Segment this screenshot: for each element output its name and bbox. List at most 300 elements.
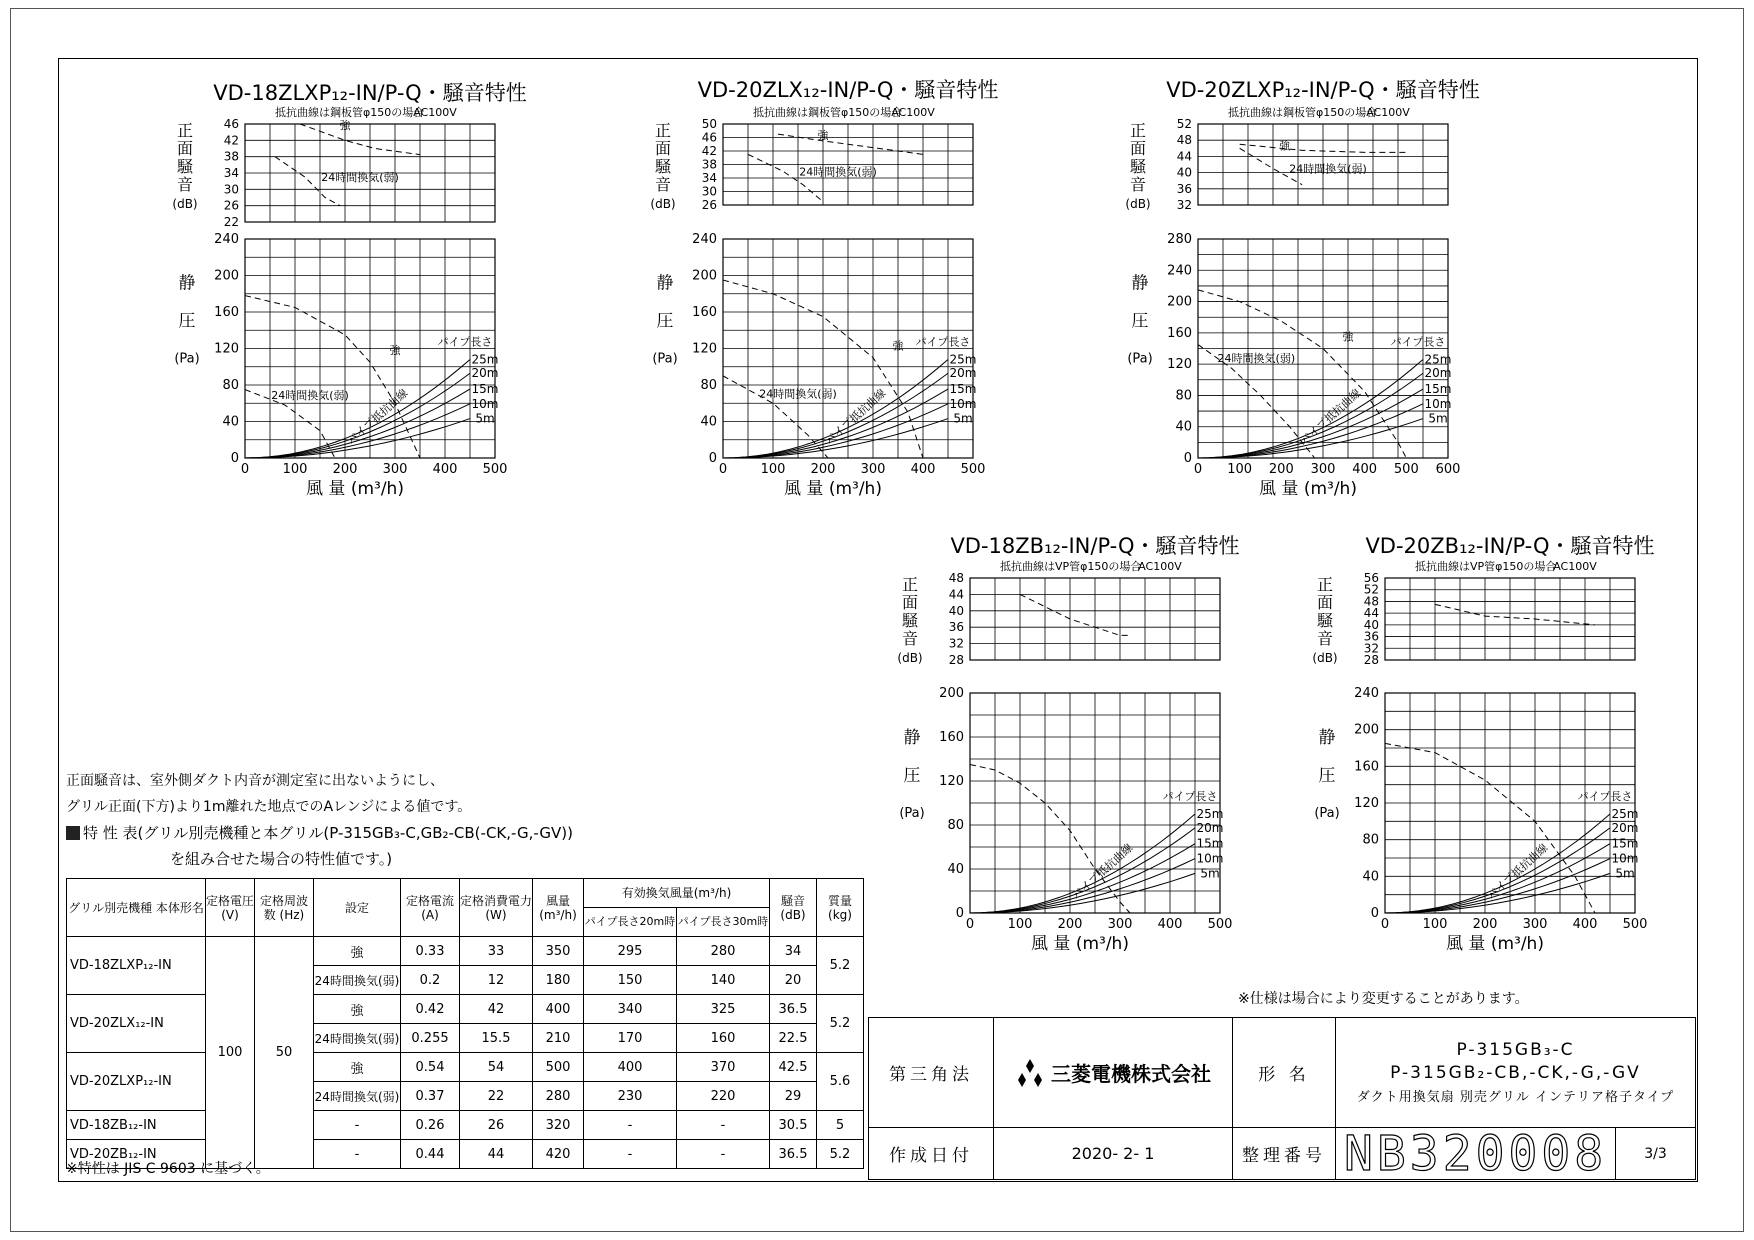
pipe-length-title: パイプ長さ (1577, 790, 1633, 803)
cell-current: 0.255 (401, 1024, 460, 1053)
x-tick-label: 400 (1572, 917, 1598, 932)
pressure-tick-label: 0 (1183, 451, 1192, 466)
pressure-ylabel-char: 圧 (1131, 311, 1149, 332)
x-tick-label: 200 (332, 462, 358, 477)
th-setting: 設定 (314, 879, 401, 937)
pressure-ylabel-char: 静 (1318, 728, 1336, 748)
noise-ylabel-char: 正 (901, 575, 919, 594)
x-tick-label: 400 (1352, 462, 1378, 477)
noise-tick-label: 26 (701, 198, 717, 212)
cell-mass: 5.6 (817, 1053, 864, 1111)
cell-eff30: 280 (677, 937, 770, 966)
pressure-tick-label: 200 (692, 268, 717, 284)
noise-ylabel-char: 面 (654, 139, 672, 158)
pressure-tick-label: 40 (222, 414, 239, 430)
cell-eff20: 295 (584, 937, 677, 966)
pipe-length-label: 15m (1611, 836, 1639, 851)
cell-mass: 5 (817, 1111, 864, 1140)
cell-eff20: 340 (584, 995, 677, 1024)
tb-date-cell (993, 1127, 1233, 1180)
pressure-ylabel-char: 圧 (903, 766, 921, 786)
x-tick-label: 200 (1057, 917, 1083, 932)
cell-power: 15.5 (460, 1024, 533, 1053)
table-row (67, 1053, 864, 1082)
spec-footnote: ※特性は JIS C 9603 に基づく。 (66, 1161, 270, 1177)
table-heading-2: を組み合せた場合の特性値です。) (170, 850, 393, 868)
noise-ylabel-unit: (dB) (650, 197, 676, 211)
tb-sheet-cell (1615, 1127, 1696, 1180)
cell-eff20: 170 (584, 1024, 677, 1053)
pipe-curve-20m (723, 373, 948, 458)
cell-eff30: 140 (677, 966, 770, 995)
noise-curve-strong (1435, 604, 1595, 625)
chart-1 (172, 81, 526, 499)
cell-setting: - (314, 1111, 401, 1140)
pipe-length-title: パイプ長さ (915, 335, 971, 349)
table-row (67, 937, 864, 966)
pressure-tick-label: 200 (1354, 722, 1379, 738)
table-row (67, 1111, 864, 1140)
pressure-tick-label: 160 (214, 305, 239, 320)
cell-airflow: 420 (533, 1140, 584, 1169)
company-name: 三菱電機株式会社 (1051, 1062, 1211, 1086)
x-tick-label: 0 (240, 462, 250, 477)
cell-noise: 36.5 (770, 995, 817, 1024)
heading-square-icon (66, 826, 80, 840)
pressure-tick-label: 40 (1175, 419, 1192, 435)
tb-projection: 第三角法 (889, 1065, 973, 1085)
x-tick-label: 300 (1107, 917, 1133, 932)
noise-tick-label: 50 (701, 117, 717, 131)
pressure-label-strong: 強 (1342, 330, 1354, 344)
cell-eff30: 160 (677, 1024, 770, 1053)
cell-noise: 34 (770, 937, 817, 966)
pipe-length-label: 20m (1611, 820, 1639, 835)
cell-eff20: 400 (584, 1053, 677, 1082)
table-row (67, 995, 864, 1024)
noise-curve-strong (300, 124, 420, 155)
cell-airflow: 210 (533, 1024, 584, 1053)
tb-number-cell (1335, 1127, 1616, 1180)
th-freq: 定格周波数 (Hz) (255, 879, 314, 937)
tb-model-line-3: ダクト用換気扇 別売グリル インテリア格子タイプ (1356, 1090, 1675, 1105)
cell-model: VD-20ZB₁₂-IN (67, 1140, 206, 1169)
cell-freq: 50 (255, 937, 314, 1169)
noise-tick-label: 42 (701, 144, 717, 158)
cell-airflow: 500 (533, 1053, 584, 1082)
noise-tick-label: 44 (948, 587, 964, 602)
cell-setting: 24時間換気(弱) (314, 1024, 401, 1053)
pressure-tick-label: 200 (214, 268, 239, 284)
cell-power: 26 (460, 1111, 533, 1140)
pressure-label-strong: 強 (389, 344, 401, 358)
x-tick-label: 200 (810, 462, 836, 477)
tb-date-label: 作成日付 (889, 1146, 973, 1166)
cell-noise: 20 (770, 966, 817, 995)
noise-ylabel-unit: (dB) (172, 197, 198, 211)
noise-tick-label: 42 (223, 133, 239, 148)
pipe-length-label: 20m (1424, 366, 1452, 381)
pressure-tick-label: 120 (692, 341, 717, 357)
tb-projection-cell (868, 1017, 994, 1128)
noise-tick-label: 28 (1363, 653, 1379, 667)
table-heading-text: 特 性 表(グリル別売機種と本グリル(P-315GB₃-C,GB₂-CB(-CK,-G,-GV)) (83, 824, 573, 842)
pressure-ylabel-char: 圧 (1318, 766, 1336, 786)
pressure-tick-label: 240 (214, 232, 239, 247)
tb-model-line-1: P-315GB₃-C (1456, 1040, 1575, 1060)
cell-setting: 強 (314, 937, 401, 966)
pipe-curve-label: パイプ抵抗曲線 (822, 386, 889, 448)
noise-label-strong: 強 (1279, 139, 1291, 153)
x-tick-label: 500 (1393, 462, 1419, 477)
th-noise: 騒音 (dB) (770, 879, 817, 937)
cell-current: 0.2 (401, 966, 460, 995)
pressure-tick-label: 80 (700, 378, 717, 393)
noise-ylabel-unit: (dB) (897, 651, 923, 665)
noise-tick-label: 40 (1363, 617, 1379, 632)
pipe-curve-20m (1385, 828, 1610, 913)
x-tick-label: 300 (1522, 917, 1548, 932)
pipe-length-label: 15m (1196, 836, 1224, 851)
note-line-2: グリル正面(下方)より1m離れた地点でのAレンジによる値です。 (66, 799, 472, 815)
th-eff20: パイプ長さ20m時 (584, 908, 677, 937)
noise-ylabel-char: 音 (654, 175, 672, 194)
pipe-length-label: 15m (471, 382, 499, 397)
cell-current: 0.54 (401, 1053, 460, 1082)
noise-tick-label: 34 (701, 171, 717, 185)
pressure-tick-label: 160 (939, 730, 964, 745)
noise-tick-label: 48 (948, 571, 964, 585)
cell-airflow: 350 (533, 937, 584, 966)
chart-subtitle: 抵抗曲線は鋼板管φ150の場合 (275, 106, 425, 119)
pressure-tick-label: 40 (947, 862, 964, 877)
chart-subtitle: 抵抗曲線はVP管φ150の場合 (1000, 560, 1142, 573)
tb-date-label-cell (868, 1127, 994, 1180)
pressure-tick-label: 120 (1167, 357, 1192, 373)
tb-sheet: 3/3 (1644, 1145, 1667, 1162)
chart-subtitle: 抵抗曲線はVP管φ150の場合 (1415, 560, 1557, 573)
noise-tick-label: 22 (223, 215, 239, 229)
cell-noise: 22.5 (770, 1024, 817, 1053)
noise-ylabel-char: 面 (901, 593, 919, 612)
cell-current: 0.37 (401, 1082, 460, 1111)
noise-ylabel-char: 騒 (176, 157, 194, 176)
pipe-length-label: 10m (471, 396, 499, 411)
x-axis-label: 風 量 (m³/h) (784, 479, 882, 499)
pressure-label-strong: 強 (892, 339, 904, 353)
cell-power: 33 (460, 937, 533, 966)
tb-model-label: 形 名 (1258, 1065, 1310, 1085)
noise-tick-label: 28 (948, 653, 964, 667)
noise-label-weak: 24時間換気(弱) (1289, 162, 1367, 176)
cell-power: 42 (460, 995, 533, 1024)
pipe-length-title: パイプ長さ (437, 335, 493, 349)
cell-eff20: - (584, 1111, 677, 1140)
noise-tick-label: 44 (1363, 606, 1379, 621)
pipe-length-label: 25m (471, 352, 499, 367)
x-tick-label: 400 (432, 462, 458, 477)
pipe-curve-20m (1198, 373, 1423, 458)
tb-number-label-cell (1232, 1127, 1336, 1180)
x-tick-label: 200 (1472, 917, 1498, 932)
cell-eff30: 220 (677, 1082, 770, 1111)
noise-ylabel-char: 正 (654, 121, 672, 140)
pressure-tick-label: 240 (692, 232, 717, 247)
pressure-tick-label: 80 (947, 818, 964, 833)
pressure-curve-strong (245, 296, 420, 458)
x-tick-label: 0 (1380, 917, 1390, 932)
pipe-length-title: パイプ長さ (1390, 335, 1446, 349)
cell-model: VD-20ZLXP₁₂-IN (67, 1053, 206, 1111)
noise-tick-label: 32 (1176, 198, 1192, 212)
pressure-ylabel-unit: (Pa) (1127, 351, 1153, 367)
chart-title: VD-20ZLXP₁₂-IN/P-Q・騒音特性 (1166, 78, 1480, 102)
chart-voltage: AC100V (1138, 560, 1182, 573)
pipe-length-label: 15m (949, 382, 977, 397)
pressure-label-weak: 24時間換気(弱) (759, 387, 837, 401)
tb-date: 2020- 2- 1 (1071, 1144, 1155, 1163)
tb-number: NB320008 (1344, 1125, 1608, 1182)
th-voltage: 定格電圧 (V) (206, 879, 255, 937)
cell-airflow: 180 (533, 966, 584, 995)
pressure-ylabel-char: 静 (656, 273, 674, 294)
noise-tick-label: 30 (701, 184, 717, 199)
pipe-curve-20m (970, 828, 1195, 913)
pipe-curve-label: パイプ抵抗曲線 (1484, 841, 1551, 903)
noise-ylabel-char: 正 (1129, 121, 1147, 140)
pipe-length-label: 5m (953, 411, 973, 426)
pipe-length-label: 25m (1611, 807, 1639, 821)
cell-model: VD-18ZB₁₂-IN (67, 1111, 206, 1140)
x-axis-label: 風 量 (m³/h) (1446, 934, 1544, 954)
chart-2 (650, 78, 998, 499)
noise-curve-strong (1020, 594, 1130, 635)
noise-tick-label: 44 (1176, 149, 1192, 164)
chart-3 (1125, 78, 1479, 499)
th-model: グリル別売機種 本体形名 (67, 879, 206, 937)
noise-ylabel-char: 面 (1129, 139, 1147, 158)
cell-eff30: - (677, 1140, 770, 1169)
noise-tick-label: 46 (701, 130, 717, 145)
pipe-length-label: 20m (949, 366, 977, 381)
pressure-tick-label: 120 (214, 341, 239, 357)
noise-tick-label: 40 (948, 603, 964, 618)
cell-airflow: 400 (533, 995, 584, 1024)
chart-subtitle: 抵抗曲線は鋼板管φ150の場合 (753, 106, 903, 119)
pipe-length-label: 25m (949, 352, 977, 367)
chart-subtitle: 抵抗曲線は鋼板管φ150の場合 (1228, 106, 1378, 119)
pipe-curve-20m (245, 373, 470, 458)
cell-current: 0.33 (401, 937, 460, 966)
cell-mass: 5.2 (817, 995, 864, 1053)
spec-table (66, 878, 864, 1169)
noise-label-weak: 24時間換気(弱) (799, 165, 877, 179)
three-diamonds-icon (1015, 1059, 1045, 1087)
pressure-ylabel-unit: (Pa) (899, 806, 925, 821)
chart-title: VD-20ZLX₁₂-IN/P-Q・騒音特性 (697, 78, 999, 102)
cell-power: 12 (460, 966, 533, 995)
pressure-tick-label: 160 (1354, 759, 1379, 775)
chart-title: VD-20ZB₁₂-IN/P-Q・騒音特性 (1365, 534, 1655, 558)
noise-ylabel-char: 面 (176, 139, 194, 158)
title-block (868, 1017, 1696, 1180)
cell-setting: 24時間換気(弱) (314, 1082, 401, 1111)
noise-ylabel-char: 正 (1316, 575, 1334, 594)
pipe-length-label: 25m (1196, 807, 1224, 821)
pressure-tick-label: 0 (955, 906, 964, 921)
noise-label-weak: 24時間換気(弱) (321, 171, 399, 185)
noise-ylabel-char: 音 (1316, 629, 1334, 648)
pressure-ylabel-char: 圧 (656, 311, 674, 332)
chart-5 (1312, 534, 1654, 954)
pipe-length-label: 10m (949, 396, 977, 411)
noise-tick-label: 48 (1176, 133, 1192, 148)
noise-tick-label: 38 (223, 149, 239, 164)
noise-tick-label: 36 (948, 620, 964, 635)
pressure-tick-label: 0 (1370, 906, 1379, 921)
cell-power: 22 (460, 1082, 533, 1111)
cell-noise: 36.5 (770, 1140, 817, 1169)
noise-tick-label: 52 (1363, 582, 1379, 597)
pressure-label-weak: 24時間換気(弱) (1217, 352, 1296, 366)
pressure-tick-label: 120 (1354, 796, 1379, 811)
x-tick-label: 300 (382, 462, 408, 477)
pipe-curve-label: パイプ抵抗曲線 (1069, 841, 1136, 903)
cell-noise: 29 (770, 1082, 817, 1111)
noise-ylabel-char: 騒 (1316, 611, 1334, 630)
noise-tick-label: 38 (701, 157, 717, 172)
noise-label-strong: 強 (817, 129, 829, 143)
x-tick-label: 100 (1227, 462, 1253, 477)
x-tick-label: 300 (1310, 462, 1336, 477)
pressure-tick-label: 80 (1175, 388, 1192, 404)
pressure-tick-label: 240 (1167, 263, 1192, 279)
tb-number-label: 整理番号 (1242, 1146, 1326, 1166)
x-tick-label: 0 (718, 462, 728, 477)
x-tick-label: 500 (1207, 917, 1233, 932)
x-tick-label: 400 (1157, 917, 1183, 932)
pipe-length-label: 5m (475, 411, 495, 426)
pipe-length-label: 10m (1424, 396, 1452, 411)
noise-ylabel-char: 音 (1129, 175, 1147, 194)
cell-power: 44 (460, 1140, 533, 1169)
pressure-tick-label: 80 (1362, 832, 1379, 848)
pipe-length-label: 10m (1196, 851, 1224, 866)
pressure-tick-label: 200 (1167, 294, 1192, 310)
pressure-ylabel-char: 静 (178, 273, 196, 294)
pressure-ylabel-unit: (Pa) (174, 351, 200, 367)
noise-tick-label: 46 (223, 117, 239, 131)
x-tick-label: 0 (1193, 462, 1203, 477)
x-tick-label: 500 (482, 462, 508, 477)
cell-airflow: 280 (533, 1082, 584, 1111)
noise-ylabel-char: 騒 (1129, 157, 1147, 176)
noise-tick-label: 30 (223, 182, 239, 197)
th-current: 定格電流 (A) (401, 879, 460, 937)
cell-mass: 5.2 (817, 937, 864, 995)
cell-model: VD-18ZLXP₁₂-IN (67, 937, 206, 995)
chart-title: VD-18ZB₁₂-IN/P-Q・騒音特性 (950, 534, 1240, 558)
cell-noise: 30.5 (770, 1111, 817, 1140)
pressure-tick-label: 0 (708, 451, 717, 466)
x-axis-label: 風 量 (m³/h) (1031, 934, 1129, 954)
th-effective: 有効換気風量(m³/h) (584, 879, 770, 908)
pressure-label-weak: 24時間換気(弱) (271, 389, 349, 403)
cell-setting: 強 (314, 995, 401, 1024)
th-mass: 質量 (kg) (817, 879, 864, 937)
cell-noise: 42.5 (770, 1053, 817, 1082)
noise-ylabel-char: 面 (1316, 593, 1334, 612)
pipe-length-title: パイプ長さ (1162, 790, 1218, 803)
x-tick-label: 100 (1422, 917, 1448, 932)
pipe-length-label: 20m (1196, 820, 1224, 835)
noise-tick-label: 36 (1176, 181, 1192, 196)
cell-voltage: 100 (206, 937, 255, 1169)
pipe-length-label: 5m (1200, 866, 1220, 881)
noise-tick-label: 36 (1363, 629, 1379, 644)
cell-current: 0.42 (401, 995, 460, 1024)
noise-tick-label: 52 (1176, 117, 1192, 131)
pressure-ylabel-char: 静 (903, 728, 921, 748)
tb-model-line-2: P-315GB₂-CB,-CK,-G,-GV (1390, 1063, 1641, 1083)
x-tick-label: 100 (282, 462, 308, 477)
cell-setting: - (314, 1140, 401, 1169)
noise-tick-label: 56 (1363, 571, 1379, 585)
pressure-tick-label: 0 (230, 451, 239, 466)
noise-ylabel-char: 正 (176, 121, 194, 140)
cell-eff20: - (584, 1140, 677, 1169)
pressure-tick-label: 160 (692, 305, 717, 320)
noise-ylabel-char: 騒 (654, 157, 672, 176)
chart-voltage: AC100V (1366, 106, 1410, 119)
x-axis-label: 風 量 (m³/h) (306, 479, 404, 499)
cell-setting: 強 (314, 1053, 401, 1082)
cell-eff20: 150 (584, 966, 677, 995)
noise-tick-label: 32 (948, 636, 964, 651)
chart-title: VD-18ZLXP₁₂-IN/P-Q・騒音特性 (213, 81, 527, 105)
x-axis-label: 風 量 (m³/h) (1259, 479, 1357, 499)
noise-tick-label: 48 (1363, 594, 1379, 609)
pressure-ylabel-char: 圧 (178, 311, 196, 332)
noise-tick-label: 40 (1176, 165, 1192, 180)
noise-tick-label: 26 (223, 198, 239, 213)
pressure-ylabel-unit: (Pa) (652, 351, 678, 367)
note-line-1: 正面騒音は、室外側ダクト内音が測定室に出ないようにし、 (66, 773, 444, 789)
chart-voltage: AC100V (891, 106, 935, 119)
x-tick-label: 100 (1007, 917, 1033, 932)
pipe-length-label: 15m (1424, 382, 1452, 397)
pressure-tick-label: 80 (222, 378, 239, 393)
cell-power: 54 (460, 1053, 533, 1082)
pipe-length-label: 10m (1611, 851, 1639, 866)
pipe-length-label: 20m (471, 366, 499, 381)
x-tick-label: 200 (1268, 462, 1294, 477)
th-power: 定格消費電力 (W) (460, 879, 533, 937)
cell-setting: 24時間換気(弱) (314, 966, 401, 995)
pipe-length-label: 25m (1424, 352, 1452, 367)
noise-ylabel-char: 音 (176, 175, 194, 194)
pressure-tick-label: 240 (1354, 686, 1379, 701)
th-airflow: 風量 (m³/h) (533, 879, 584, 937)
pipe-length-label: 5m (1428, 411, 1448, 426)
pressure-tick-label: 40 (700, 414, 717, 430)
chart-voltage: AC100V (413, 106, 457, 119)
pressure-ylabel-unit: (Pa) (1314, 806, 1340, 821)
pressure-ylabel-char: 静 (1131, 273, 1149, 294)
chart-voltage: AC100V (1553, 560, 1597, 573)
x-tick-label: 300 (860, 462, 886, 477)
pipe-length-label: 5m (1615, 866, 1635, 881)
